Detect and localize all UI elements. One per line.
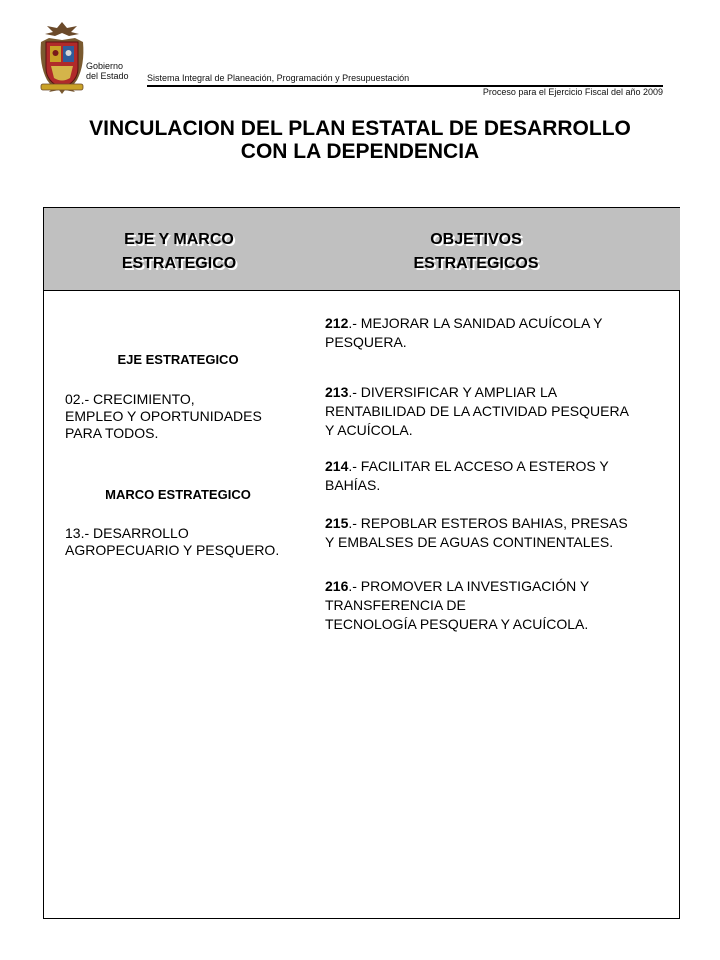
- objective-item: [325, 383, 680, 440]
- title-line-2: CON LA DEPENDENCIA: [240, 140, 480, 163]
- objective-text: .- PROMOVER LA INVESTIGACIÓN Y: [348, 578, 590, 594]
- marco-line-2: AGROPECUARIO Y PESQUERO.: [65, 542, 280, 558]
- objective-item: [325, 457, 680, 495]
- objective-text: Y EMBALSES DE AGUAS CONTINENTALES.: [325, 534, 614, 550]
- objective-text: TECNOLOGÍA PESQUERA Y ACUÍCOLA.: [325, 616, 589, 632]
- objective-text: .- REPOBLAR ESTEROS BAHIAS, PRESAS: [348, 515, 628, 531]
- objective-number: 216: [325, 578, 349, 594]
- column-header-objectives-line-1: OBJETIVOS: [430, 231, 522, 248]
- objective-text: PESQUERA.: [325, 334, 407, 350]
- objective-text: BAHÍAS.: [325, 477, 381, 493]
- column-header-axis-line-2: ESTRATEGICO: [121, 255, 237, 272]
- coat-of-arms-icon: [37, 20, 87, 96]
- objective-text: Y ACUÍCOLA.: [325, 422, 413, 438]
- process-year: Proceso para el Ejercicio Fiscal del año 2009: [482, 87, 663, 97]
- column-header-objectives-line-2: ESTRATEGICOS: [413, 255, 539, 272]
- objective-text: RENTABILIDAD DE LA ACTIVIDAD PESQUERA: [325, 403, 629, 419]
- objective-text: .- FACILITAR EL ACCESO A ESTEROS Y: [348, 458, 609, 474]
- objective-item: [325, 514, 680, 552]
- gov-line-1: Gobierno: [86, 61, 124, 71]
- objective-number: 213: [325, 384, 349, 400]
- page-title: [0, 117, 720, 163]
- gov-line-2: del Estado: [86, 71, 129, 81]
- eje-line-1: 02.- CRECIMIENTO,: [65, 391, 195, 407]
- objective-number: 212: [325, 315, 349, 331]
- objective-number: 215: [325, 515, 349, 531]
- eje-label: EJE ESTRATEGICO: [117, 352, 239, 367]
- objective-item: [325, 314, 680, 352]
- system-name: Sistema Integral de Planeación, Programación y Presupuestación: [147, 73, 410, 83]
- eje-description: [65, 391, 325, 442]
- marco-line-1: 13.- DESARROLLO: [65, 525, 189, 541]
- marco-description: [65, 525, 325, 559]
- objective-item: [325, 577, 680, 634]
- objective-text: .- MEJORAR LA SANIDAD ACUÍCOLA Y: [348, 315, 603, 331]
- government-label: [86, 61, 129, 81]
- column-header-axis-line-1: EJE Y MARCO: [124, 231, 234, 248]
- title-line-1: VINCULACION DEL PLAN ESTATAL DE DESARROLLO: [89, 117, 631, 140]
- eje-line-2: EMPLEO Y OPORTUNIDADES: [65, 408, 262, 424]
- objective-number: 214: [325, 458, 349, 474]
- eje-line-3: PARA TODOS.: [65, 425, 159, 441]
- objective-text: TRANSFERENCIA DE: [325, 597, 466, 613]
- marco-label: MARCO ESTRATEGICO: [105, 487, 251, 502]
- column-header-objectives: [366, 228, 586, 276]
- column-header-axis: [69, 228, 289, 276]
- objective-text: .- DIVERSIFICAR Y AMPLIAR LA: [348, 384, 558, 400]
